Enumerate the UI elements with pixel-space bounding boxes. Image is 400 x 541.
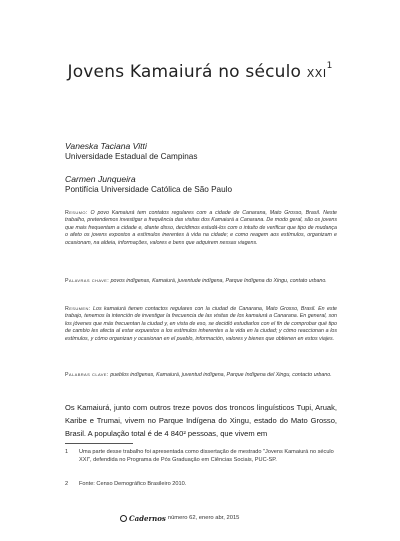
- page-footer: [120, 513, 239, 523]
- author-block: [65, 174, 365, 194]
- abstract-label: Resumen:: [65, 306, 91, 312]
- footnote-number: 1: [65, 449, 69, 455]
- keywords-label: Palavras chave:: [65, 278, 110, 284]
- journal-name: Cadernos: [129, 513, 166, 523]
- keywords-portuguese: [65, 278, 337, 285]
- author-block: [65, 141, 365, 161]
- keywords-label: Palabras clave:: [65, 372, 109, 378]
- author-name: Carmen Junqueira: [65, 174, 136, 184]
- author-affiliation: Universidade Estadual de Campinas: [65, 152, 198, 161]
- author-affiliation: Pontifícia Universidade Católica de São Paulo: [65, 185, 233, 194]
- author-name: Vaneska Taciana Vitti: [65, 141, 147, 151]
- abstract-text: O povo Kamaiurá tem contatos regulares com a cidade de Canarana, Mato Grosso, Brasil. Neste trabalho, pretendemos investigar a frequência das visitas dos Kamaiurá a Canarana. De modo geral, são os jovens que mais frequentam a cidade e, diante disso, decidimos estudá-los com o intuito de verificar que tipo de mudança o afeto os jovens expostos a estímulos inerentes à vida na cidade; e como reagem aos estímulos, organizam e ocasionam, na aldeia, informações, valores e bens que adquirem nessas viagens.: [65, 210, 337, 246]
- footnote: [65, 481, 335, 489]
- abstract-spanish: [65, 306, 337, 343]
- abstract-label: Resumo:: [65, 210, 88, 216]
- footnote-text: Fonte: Censo Demográfico Brasileiro 2010.: [79, 481, 187, 487]
- keywords-text: pueblos indígenas, Kamaiurá, juventud indígena, Parque Indígena del Xingu, contacto urbano.: [108, 372, 332, 378]
- title-century: XXI: [306, 67, 327, 80]
- footnote-text: Uma parte desse trabalho foi apresentada como dissertação de mestrado "Jovens Kamaiurá no século XXI", defendida no Programa de Pós Graduação em Ciências Sociais, PUC-SP.: [79, 449, 334, 463]
- issue-info: número 62, enero abr, 2015: [167, 515, 240, 521]
- keywords-text: povos indígenas, Kamaiurá, juventude indígena, Parque Indígena do Xingu, contato urbano.: [109, 278, 327, 284]
- footnote-divider: [65, 443, 133, 444]
- body-paragraph: Os Kamaiurá, junto com outros treze povos dos troncos linguísticos Tupi, Aruak, Karibe e Trumai, vivem no Parque Indígena do Xingu, estado do Mato Grosso, Brasil. A população total é de 4 840² pessoas, que vivem em: [65, 403, 337, 438]
- footnote-number: 2: [65, 481, 69, 487]
- article-title: [0, 62, 400, 82]
- title-footnote-ref: 1: [326, 61, 333, 72]
- keywords-spanish: [65, 372, 337, 379]
- footnote: [65, 449, 335, 465]
- abstract-text: Los kamaiurá tienen contactos regulares con la ciudad de Canarana, Mato Grosso, Brasil. En este trabajo, tenemos la intención de investigar la frecuencia de las visitas de los kamaiurá a Canarana. En general, son los jóvenes que más frecuentan la ciudad y, en vista de eso, se decidió estudiarlos con el fin de comprobar qué tipo de cambio les afecta al estar expuestos a los estímulos inherentes a la vida en la ciudad; y cómo reaccionan a los estímulos, y cómo organizan y ocasionan en el pueblo, información, valores y bienes que obtienen en estos viajes.: [65, 306, 337, 342]
- journal-logo-icon: [120, 515, 127, 522]
- title-main: Jovens Kamaiurá no século: [67, 62, 307, 82]
- abstract-portuguese: [65, 210, 337, 247]
